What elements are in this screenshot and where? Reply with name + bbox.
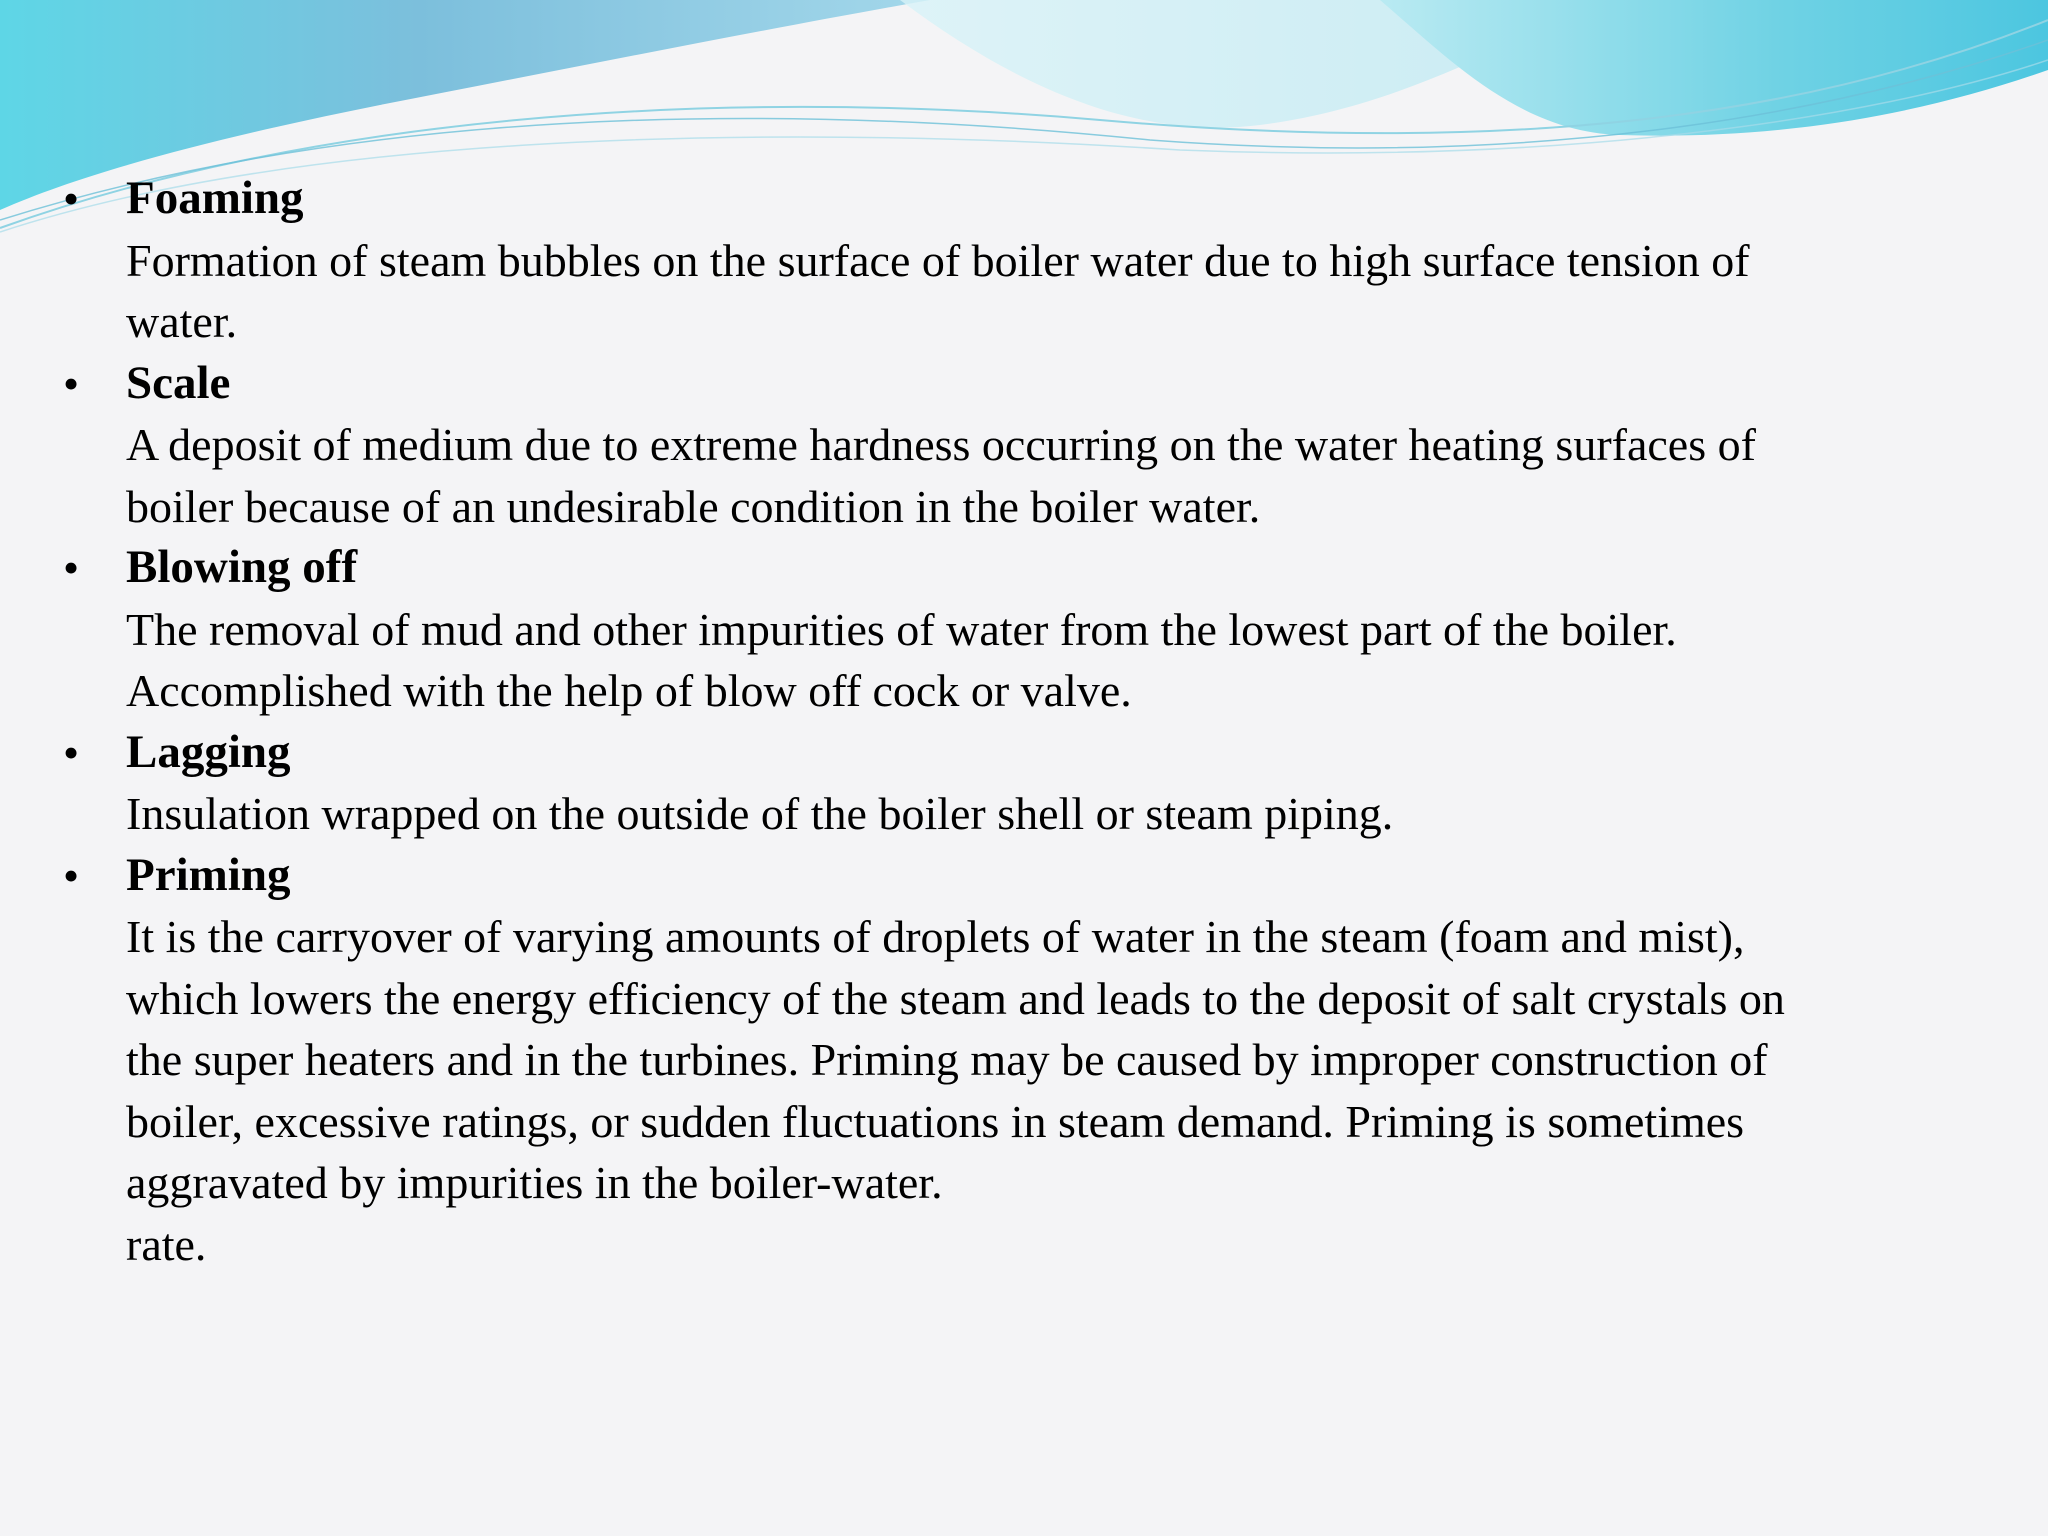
- term-description: Insulation wrapped on the outside of the boiler shell or steam piping.: [126, 788, 1394, 839]
- term-title: Priming: [126, 848, 291, 901]
- term-foaming: [56, 168, 2016, 353]
- wave-right-shape: [1380, 0, 2048, 136]
- term-lagging: [56, 722, 2016, 845]
- bullet-icon: •: [62, 542, 80, 593]
- bullet-icon: •: [62, 849, 80, 901]
- term-description: A deposit of medium due to extreme hardness occurring on the water heating surfaces of boiler because of an undesirable condition in the boiler water.: [126, 419, 1756, 532]
- term-title: Blowing off: [126, 541, 358, 593]
- term-description: Formation of steam bubbles on the surface of boiler water due to high surface tension of water.: [126, 234, 1750, 347]
- term-title: Foaming: [126, 172, 304, 224]
- bullet-icon: •: [62, 357, 80, 409]
- bullet-icon: •: [62, 726, 80, 778]
- term-title: Scale: [126, 356, 231, 409]
- term-priming: [56, 845, 2016, 1214]
- term-scale: [56, 353, 2016, 538]
- trailing-text: rate.: [126, 1218, 207, 1270]
- term-description: It is the carryover of varying amounts of droplets of water in the steam (foam and mist), which lowers the energy efficiency of the steam and leads to the deposit of salt crystals on the super heaters and in the turbines. Priming may be caused by improper construction of boiler, excessive ratings, or sudden fluctuations in steam demand. Priming is sometimes aggravated by impurities in the boiler-water.: [126, 911, 1785, 1208]
- term-description: The removal of mud and other impurities of water from the lowest part of the boiler. Accomplished with the help of blow off cock or valve.: [126, 603, 1677, 716]
- term-title: Lagging: [126, 725, 291, 778]
- bullet-icon: •: [62, 173, 80, 224]
- term-blowing-off: [56, 537, 2016, 722]
- definitions-list: [56, 168, 2016, 1275]
